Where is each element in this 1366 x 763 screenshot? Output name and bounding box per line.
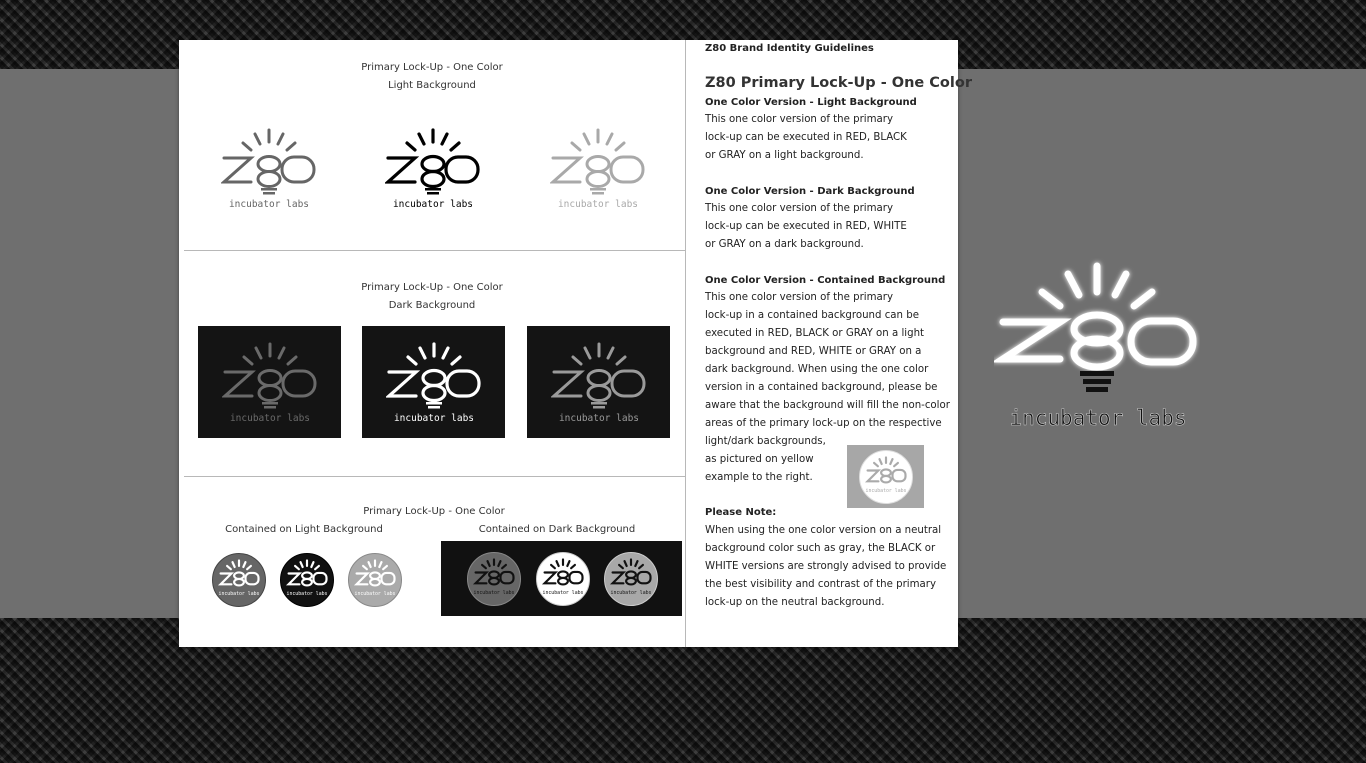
z80-logo-gray <box>221 128 317 210</box>
svg-text:incubator labs: incubator labs <box>218 591 260 598</box>
contained-circle-black <box>280 553 334 607</box>
body-line: as pictured on yellow <box>705 454 814 465</box>
section-divider <box>184 476 685 477</box>
block-1-body <box>705 111 907 165</box>
z80-logo-mark <box>551 342 647 424</box>
svg-text:incubator labs: incubator labs <box>542 590 584 597</box>
z80-logo-mark <box>386 342 482 424</box>
svg-text:incubator labs: incubator labs <box>558 413 640 424</box>
body-line: executed in RED, BLACK or GRAY on a light <box>705 328 925 339</box>
section-1-caption-2: Light Background <box>388 80 476 91</box>
z80-logo-mark <box>468 553 520 605</box>
body-line: areas of the primary lock-up on the respective <box>705 418 942 429</box>
page-title: Z80 Primary Lock-Up - One Color <box>705 75 972 91</box>
section-2-caption-1: Primary Lock-Up - One Color <box>361 282 503 293</box>
z80-big-logo <box>994 258 1200 437</box>
contained-circle-gray <box>467 552 521 606</box>
z80-logo-mark <box>550 128 646 210</box>
svg-text:incubator labs: incubator labs <box>473 590 515 597</box>
svg-text:incubator labs: incubator labs <box>229 413 311 424</box>
z80-logo-mark <box>385 128 481 210</box>
section-2-caption-2: Dark Background <box>388 300 476 311</box>
svg-text:incubator labs: incubator labs <box>557 199 639 210</box>
z80-logo-black <box>385 128 481 210</box>
body-line: This one color version of the primary <box>705 292 894 303</box>
z80-logo-mark <box>222 342 318 424</box>
svg-text:incubator labs: incubator labs <box>354 591 396 598</box>
z80-logo-mark <box>221 128 317 210</box>
z80-logo-mark <box>349 554 401 606</box>
z80-logo-white <box>386 342 482 424</box>
section-3-caption-right: Contained on Dark Background <box>478 524 636 535</box>
body-line: the best visibility and contrast of the primary <box>705 579 936 590</box>
dark-box-white <box>362 326 505 438</box>
z80-logo-light-gray <box>551 342 647 424</box>
section-3-caption-1: Primary Lock-Up - One Color <box>363 506 505 517</box>
z80-logo-gray <box>222 342 318 424</box>
section-3-caption-left: Contained on Light Background <box>225 524 383 535</box>
z80-logo-mark <box>860 451 912 503</box>
body-line: or GRAY on a dark background. <box>705 239 864 250</box>
block-4-body <box>705 522 946 612</box>
dark-box-gray <box>198 326 341 438</box>
contained-circle-gray <box>212 553 266 607</box>
column-divider <box>685 40 686 647</box>
guideline-sheet <box>179 40 972 647</box>
z80-logo-mark <box>537 553 589 605</box>
body-line: background color such as gray, the BLACK or <box>705 543 936 554</box>
body-line: example to the right. <box>705 472 813 483</box>
svg-text:incubator labs: incubator labs <box>228 199 310 210</box>
block-2-body <box>705 200 907 254</box>
svg-text:incubator labs: incubator labs <box>1009 406 1187 430</box>
block-2-heading: One Color Version - Dark Background <box>705 186 915 197</box>
contained-circle-light-gray <box>348 553 402 607</box>
body-line: version in a contained background, please be <box>705 382 938 393</box>
svg-text:incubator labs: incubator labs <box>392 199 474 210</box>
body-line: lock-up can be executed in RED, WHITE <box>705 221 907 232</box>
svg-text:incubator labs: incubator labs <box>865 488 907 495</box>
body-line: This one color version of the primary <box>705 114 894 125</box>
z80-logo-mark <box>213 554 265 606</box>
body-line: background and RED, WHITE or GRAY on a <box>705 346 922 357</box>
block-4-heading: Please Note: <box>705 507 777 518</box>
body-line: When using the one color version on a neutral <box>705 525 942 536</box>
section-divider <box>184 250 685 251</box>
contained-circle-white <box>536 552 590 606</box>
body-line: light/dark backgrounds, <box>705 436 826 447</box>
body-line: lock-up can be executed in RED, BLACK <box>705 132 907 143</box>
body-line: dark background. When using the one color <box>705 364 929 375</box>
dark-box-light-gray <box>527 326 670 438</box>
body-line: or GRAY on a light background. <box>705 150 864 161</box>
z80-logo-mark <box>605 553 657 605</box>
example-swatch <box>847 445 924 508</box>
body-line: This one color version of the primary <box>705 203 894 214</box>
body-line: lock-up on the neutral background. <box>705 597 885 608</box>
block-3-heading: One Color Version - Contained Background <box>705 275 946 286</box>
z80-logo-mark <box>994 258 1200 433</box>
section-1-caption-1: Primary Lock-Up - One Color <box>361 62 503 73</box>
document-header: Z80 Brand Identity Guidelines <box>705 43 874 54</box>
body-line: aware that the background will fill the non-color <box>705 400 950 411</box>
contained-dark-box <box>441 541 682 616</box>
block-1-heading: One Color Version - Light Background <box>705 97 917 108</box>
body-line: WHITE versions are strongly advised to provide <box>705 561 947 572</box>
z80-logo-mark <box>281 554 333 606</box>
svg-text:incubator labs: incubator labs <box>610 590 652 597</box>
svg-text:incubator labs: incubator labs <box>393 413 475 424</box>
contained-circle-white <box>859 450 913 504</box>
body-line: lock-up in a contained background can be <box>705 310 919 321</box>
contained-circle-light-gray <box>604 552 658 606</box>
svg-text:incubator labs: incubator labs <box>286 591 328 598</box>
z80-logo-light-gray <box>550 128 646 210</box>
